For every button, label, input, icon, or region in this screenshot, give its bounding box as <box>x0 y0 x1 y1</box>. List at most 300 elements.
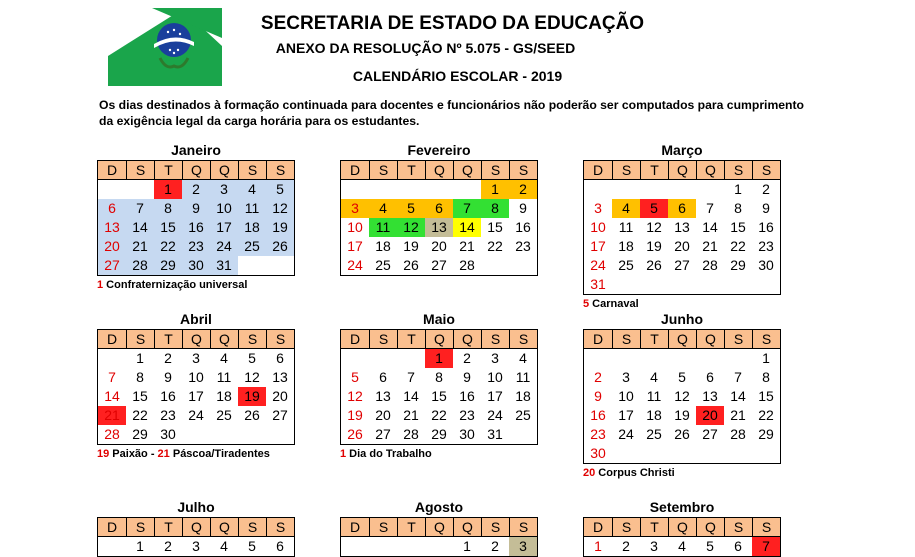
day-cell: 3 <box>341 199 369 218</box>
day-cell: 14 <box>126 218 154 237</box>
day-cell: 27 <box>702 426 718 442</box>
weekday-header: Q <box>453 518 481 537</box>
empty-cell <box>724 275 752 294</box>
day-cell: 24 <box>487 407 503 423</box>
day-cell: 6 <box>668 199 696 218</box>
day-cell: 3 <box>622 369 630 385</box>
empty-cell <box>509 256 537 275</box>
empty-cell <box>266 256 294 275</box>
day-cell: 28 <box>730 426 746 442</box>
day-cell: 12 <box>397 218 425 237</box>
day-cell: 28 <box>104 426 120 442</box>
month-day-grid <box>583 160 781 295</box>
day-cell: 8 <box>136 369 144 385</box>
month-fevereiro <box>340 141 538 276</box>
day-cell: 6 <box>425 199 453 218</box>
day-cell: 30 <box>459 426 475 442</box>
day-cell: 1 <box>425 349 453 368</box>
month-name: Julho <box>177 499 215 515</box>
day-cell: 2 <box>762 181 770 197</box>
day-cell: 1 <box>734 181 742 197</box>
day-cell: 20 <box>375 407 391 423</box>
month-day-grid <box>583 517 781 557</box>
day-cell: 24 <box>590 257 606 273</box>
day-cell: 4 <box>519 350 527 366</box>
empty-cell <box>668 444 696 463</box>
day-cell: 31 <box>210 256 238 275</box>
empty-cell <box>453 180 481 199</box>
day-cell: 4 <box>238 180 266 199</box>
day-cell: 25 <box>216 407 232 423</box>
weekday-header: T <box>397 330 425 349</box>
day-cell: 14 <box>104 388 120 404</box>
day-cell: 28 <box>126 256 154 275</box>
weekday-header: D <box>341 518 369 537</box>
empty-cell <box>696 444 724 463</box>
day-cell: 14 <box>403 388 419 404</box>
day-cell: 30 <box>160 426 176 442</box>
day-cell: 5 <box>678 369 686 385</box>
weekday-header: S <box>612 330 640 349</box>
day-cell: 6 <box>276 350 284 366</box>
day-cell: 5 <box>706 538 714 554</box>
month-junho <box>583 310 781 479</box>
empty-cell <box>369 349 397 368</box>
month-name: Janeiro <box>171 142 221 158</box>
month-name: Setembro <box>649 499 715 515</box>
empty-cell <box>724 444 752 463</box>
day-cell: 11 <box>238 199 266 218</box>
day-cell: 29 <box>730 257 746 273</box>
day-cell: 21 <box>126 237 154 256</box>
weekday-header: D <box>341 161 369 180</box>
month-name: Maio <box>423 311 455 327</box>
empty-cell <box>696 275 724 294</box>
day-cell: 26 <box>674 426 690 442</box>
month-day-grid <box>340 160 538 276</box>
day-cell: 1 <box>594 538 602 554</box>
day-cell: 11 <box>646 388 662 404</box>
empty-cell <box>341 349 369 368</box>
day-cell: 10 <box>347 219 363 235</box>
weekday-header: Q <box>425 330 453 349</box>
day-cell: 29 <box>154 256 182 275</box>
empty-cell <box>341 537 369 556</box>
empty-cell <box>724 349 752 368</box>
weekday-header: S <box>369 518 397 537</box>
day-cell: 19 <box>403 238 419 254</box>
weekday-header: S <box>752 161 780 180</box>
day-cell: 23 <box>160 407 176 423</box>
weekday-header: Q <box>453 330 481 349</box>
day-cell: 23 <box>590 426 606 442</box>
day-cell: 20 <box>431 238 447 254</box>
weekday-header: D <box>584 518 612 537</box>
weekday-header: S <box>724 330 752 349</box>
day-cell: 12 <box>646 219 662 235</box>
day-cell: 10 <box>210 199 238 218</box>
empty-cell <box>612 349 640 368</box>
weekday-header: S <box>481 330 509 349</box>
day-cell: 2 <box>622 538 630 554</box>
empty-cell <box>752 275 780 294</box>
weekday-header: Q <box>696 518 724 537</box>
weekday-header: T <box>154 330 182 349</box>
weekday-header: S <box>238 161 266 180</box>
month-maio <box>340 310 538 460</box>
day-cell: 9 <box>164 369 172 385</box>
weekday-header: S <box>752 330 780 349</box>
empty-cell <box>98 349 126 368</box>
weekday-header: S <box>266 518 294 537</box>
weekday-header: D <box>98 518 126 537</box>
day-cell: 12 <box>244 369 260 385</box>
empty-cell <box>481 256 509 275</box>
day-cell: 5 <box>397 199 425 218</box>
month-março <box>583 141 781 310</box>
weekday-header: S <box>238 330 266 349</box>
day-cell: 27 <box>375 426 391 442</box>
weekday-header: S <box>481 518 509 537</box>
day-cell: 11 <box>369 218 397 237</box>
empty-cell <box>640 275 668 294</box>
empty-cell <box>640 444 668 463</box>
day-cell: 24 <box>210 237 238 256</box>
day-cell: 19 <box>266 218 294 237</box>
weekday-header: T <box>640 330 668 349</box>
day-cell: 14 <box>730 388 746 404</box>
legend-text: Paixão - <box>109 448 158 460</box>
month-day-grid <box>97 329 295 445</box>
day-cell: 18 <box>216 388 232 404</box>
day-cell: 3 <box>210 180 238 199</box>
weekday-header: Q <box>696 161 724 180</box>
day-cell: 22 <box>730 238 746 254</box>
day-cell: 21 <box>403 407 419 423</box>
empty-cell <box>397 349 425 368</box>
weekday-header: T <box>640 161 668 180</box>
day-cell: 21 <box>459 238 475 254</box>
day-cell: 28 <box>403 426 419 442</box>
day-cell: 15 <box>132 388 148 404</box>
weekday-header: T <box>154 518 182 537</box>
day-cell: 17 <box>210 218 238 237</box>
training-note: Os dias destinados à formação continuada para docentes e funcionários não poderão ser computados para cumprimento da exigência legal da carga horária para os estudantes. <box>99 98 805 128</box>
weekday-header: S <box>126 330 154 349</box>
day-cell: 5 <box>248 350 256 366</box>
day-cell: 9 <box>519 200 527 216</box>
weekday-header: Q <box>210 330 238 349</box>
day-cell: 22 <box>487 238 503 254</box>
day-cell: 16 <box>515 219 531 235</box>
day-cell: 20 <box>98 237 126 256</box>
day-cell: 26 <box>347 426 363 442</box>
day-cell: 24 <box>347 257 363 273</box>
weekday-header: T <box>640 518 668 537</box>
weekday-header: D <box>584 161 612 180</box>
day-cell: 12 <box>266 199 294 218</box>
day-cell: 17 <box>188 388 204 404</box>
day-cell: 17 <box>487 388 503 404</box>
day-cell: 7 <box>453 199 481 218</box>
empty-cell <box>397 180 425 199</box>
month-agosto <box>340 498 538 557</box>
empty-cell <box>266 425 294 444</box>
weekday-header: Q <box>182 330 210 349</box>
day-cell: 6 <box>276 538 284 554</box>
day-cell: 5 <box>351 369 359 385</box>
day-cell: 2 <box>164 350 172 366</box>
day-cell: 19 <box>674 407 690 423</box>
header-resolution: ANEXO DA RESOLUÇÃO Nº 5.075 - GS/SEED <box>275 40 576 56</box>
weekday-header: S <box>509 518 537 537</box>
month-name: Agosto <box>414 499 464 515</box>
holiday-legend <box>340 448 538 460</box>
day-cell: 10 <box>590 219 606 235</box>
empty-cell <box>640 349 668 368</box>
day-cell: 3 <box>192 538 200 554</box>
day-cell: 4 <box>220 538 228 554</box>
empty-cell <box>238 425 266 444</box>
weekday-header: S <box>612 518 640 537</box>
day-cell: 7 <box>706 200 714 216</box>
empty-cell <box>696 349 724 368</box>
month-setembro <box>583 498 781 557</box>
day-cell: 23 <box>459 407 475 423</box>
empty-cell <box>210 425 238 444</box>
day-cell: 10 <box>618 388 634 404</box>
day-cell: 16 <box>182 218 210 237</box>
weekday-header: S <box>266 330 294 349</box>
day-cell: 6 <box>379 369 387 385</box>
weekday-header: S <box>509 161 537 180</box>
month-abril <box>97 310 295 460</box>
day-cell: 6 <box>98 199 126 218</box>
weekday-header: S <box>752 518 780 537</box>
day-cell: 30 <box>758 257 774 273</box>
day-cell: 14 <box>453 218 481 237</box>
day-cell: 13 <box>98 218 126 237</box>
weekday-header: S <box>266 161 294 180</box>
legend-day: 21 <box>157 448 170 460</box>
weekday-header: Q <box>182 518 210 537</box>
day-cell: 23 <box>758 238 774 254</box>
legend-day: 20 <box>583 467 596 479</box>
weekday-header: S <box>126 161 154 180</box>
empty-cell <box>126 180 154 199</box>
day-cell: 25 <box>238 237 266 256</box>
month-day-grid <box>97 160 295 276</box>
day-cell: 1 <box>136 538 144 554</box>
day-cell: 1 <box>762 350 770 366</box>
day-cell: 24 <box>618 426 634 442</box>
day-cell: 26 <box>244 407 260 423</box>
day-cell: 2 <box>463 350 471 366</box>
empty-cell <box>238 256 266 275</box>
day-cell: 13 <box>272 369 288 385</box>
weekday-header: Q <box>668 161 696 180</box>
day-cell: 31 <box>590 276 606 292</box>
weekday-header: Q <box>425 161 453 180</box>
holiday-legend <box>97 448 295 460</box>
weekday-header: Q <box>182 161 210 180</box>
day-cell: 15 <box>154 218 182 237</box>
day-cell: 17 <box>347 238 363 254</box>
day-cell: 3 <box>491 350 499 366</box>
day-cell: 26 <box>646 257 662 273</box>
weekday-header: T <box>154 161 182 180</box>
day-cell: 15 <box>758 388 774 404</box>
day-cell: 3 <box>192 350 200 366</box>
day-cell: 3 <box>594 200 602 216</box>
day-cell: 3 <box>650 538 658 554</box>
empty-cell <box>696 180 724 199</box>
day-cell: 20 <box>696 406 724 425</box>
day-cell: 22 <box>154 237 182 256</box>
day-cell: 14 <box>702 219 718 235</box>
day-cell: 7 <box>752 537 780 556</box>
day-cell: 17 <box>590 238 606 254</box>
day-cell: 5 <box>640 199 668 218</box>
day-cell: 4 <box>678 538 686 554</box>
day-cell: 18 <box>238 218 266 237</box>
day-cell: 6 <box>706 369 714 385</box>
day-cell: 21 <box>98 406 126 425</box>
day-cell: 15 <box>730 219 746 235</box>
empty-cell <box>584 349 612 368</box>
day-cell: 27 <box>272 407 288 423</box>
legend-text: Carnaval <box>589 298 639 310</box>
empty-cell <box>397 537 425 556</box>
day-cell: 21 <box>702 238 718 254</box>
month-name: Fevereiro <box>407 142 471 158</box>
day-cell: 25 <box>646 426 662 442</box>
day-cell: 1 <box>463 538 471 554</box>
empty-cell <box>612 444 640 463</box>
day-cell: 10 <box>188 369 204 385</box>
holiday-legend <box>97 279 295 291</box>
empty-cell <box>509 425 537 444</box>
day-cell: 30 <box>590 445 606 461</box>
empty-cell <box>584 180 612 199</box>
day-cell: 27 <box>98 256 126 275</box>
day-cell: 12 <box>347 388 363 404</box>
day-cell: 27 <box>674 257 690 273</box>
empty-cell <box>369 537 397 556</box>
day-cell: 9 <box>182 199 210 218</box>
month-name: Março <box>661 142 703 158</box>
weekday-header: Q <box>425 518 453 537</box>
day-cell: 25 <box>375 257 391 273</box>
legend-day: 5 <box>583 298 590 310</box>
day-cell: 3 <box>509 537 537 556</box>
day-cell: 9 <box>463 369 471 385</box>
day-cell: 11 <box>515 369 531 385</box>
empty-cell <box>668 349 696 368</box>
weekday-header: Q <box>210 161 238 180</box>
empty-cell <box>341 180 369 199</box>
day-cell: 24 <box>188 407 204 423</box>
weekday-header: Q <box>696 330 724 349</box>
month-day-grid <box>97 517 295 557</box>
day-cell: 7 <box>734 369 742 385</box>
day-cell: 18 <box>515 388 531 404</box>
day-cell: 23 <box>515 238 531 254</box>
day-cell: 29 <box>758 426 774 442</box>
legend-day: 1 <box>97 279 104 291</box>
day-cell: 5 <box>248 538 256 554</box>
day-cell: 22 <box>431 407 447 423</box>
empty-cell <box>612 275 640 294</box>
weekday-header: S <box>612 161 640 180</box>
day-cell: 20 <box>272 388 288 404</box>
day-cell: 26 <box>403 257 419 273</box>
weekday-header: S <box>369 161 397 180</box>
day-cell: 29 <box>132 426 148 442</box>
day-cell: 13 <box>674 219 690 235</box>
weekday-header: S <box>724 518 752 537</box>
weekday-header: S <box>509 330 537 349</box>
calendar-title: CALENDÁRIO ESCOLAR - 2019 <box>352 68 563 84</box>
day-cell: 19 <box>347 407 363 423</box>
empty-cell <box>425 180 453 199</box>
day-cell: 17 <box>618 407 634 423</box>
legend-text: Páscoa/Tiradentes <box>169 448 270 460</box>
empty-cell <box>612 180 640 199</box>
day-cell: 9 <box>762 200 770 216</box>
day-cell: 8 <box>734 200 742 216</box>
day-cell: 8 <box>762 369 770 385</box>
day-cell: 2 <box>594 369 602 385</box>
day-cell: 11 <box>216 369 232 385</box>
day-cell: 1 <box>154 180 182 199</box>
day-cell: 8 <box>154 199 182 218</box>
weekday-header: D <box>341 330 369 349</box>
weekday-header: Q <box>453 161 481 180</box>
empty-cell <box>668 275 696 294</box>
day-cell: 18 <box>618 238 634 254</box>
day-cell: 1 <box>481 180 509 199</box>
empty-cell <box>98 180 126 199</box>
weekday-header: T <box>397 518 425 537</box>
weekday-header: T <box>397 161 425 180</box>
weekday-header: D <box>584 330 612 349</box>
day-cell: 30 <box>182 256 210 275</box>
day-cell: 2 <box>491 538 499 554</box>
header-title: SECRETARIA DE ESTADO DA EDUCAÇÃO <box>260 13 645 34</box>
day-cell: 22 <box>758 407 774 423</box>
legend-day: 1 <box>340 448 347 460</box>
month-day-grid <box>583 329 781 464</box>
holiday-legend <box>583 298 781 310</box>
day-cell: 12 <box>674 388 690 404</box>
day-cell: 7 <box>407 369 415 385</box>
day-cell: 18 <box>646 407 662 423</box>
day-cell: 20 <box>674 238 690 254</box>
day-cell: 31 <box>487 426 503 442</box>
month-day-grid <box>340 329 538 445</box>
day-cell: 10 <box>487 369 503 385</box>
weekday-header: S <box>238 518 266 537</box>
day-cell: 19 <box>646 238 662 254</box>
empty-cell <box>752 444 780 463</box>
weekday-header: Q <box>668 330 696 349</box>
empty-cell <box>425 537 453 556</box>
day-cell: 22 <box>132 407 148 423</box>
day-cell: 15 <box>431 388 447 404</box>
month-julho <box>97 498 295 557</box>
day-cell: 21 <box>730 407 746 423</box>
